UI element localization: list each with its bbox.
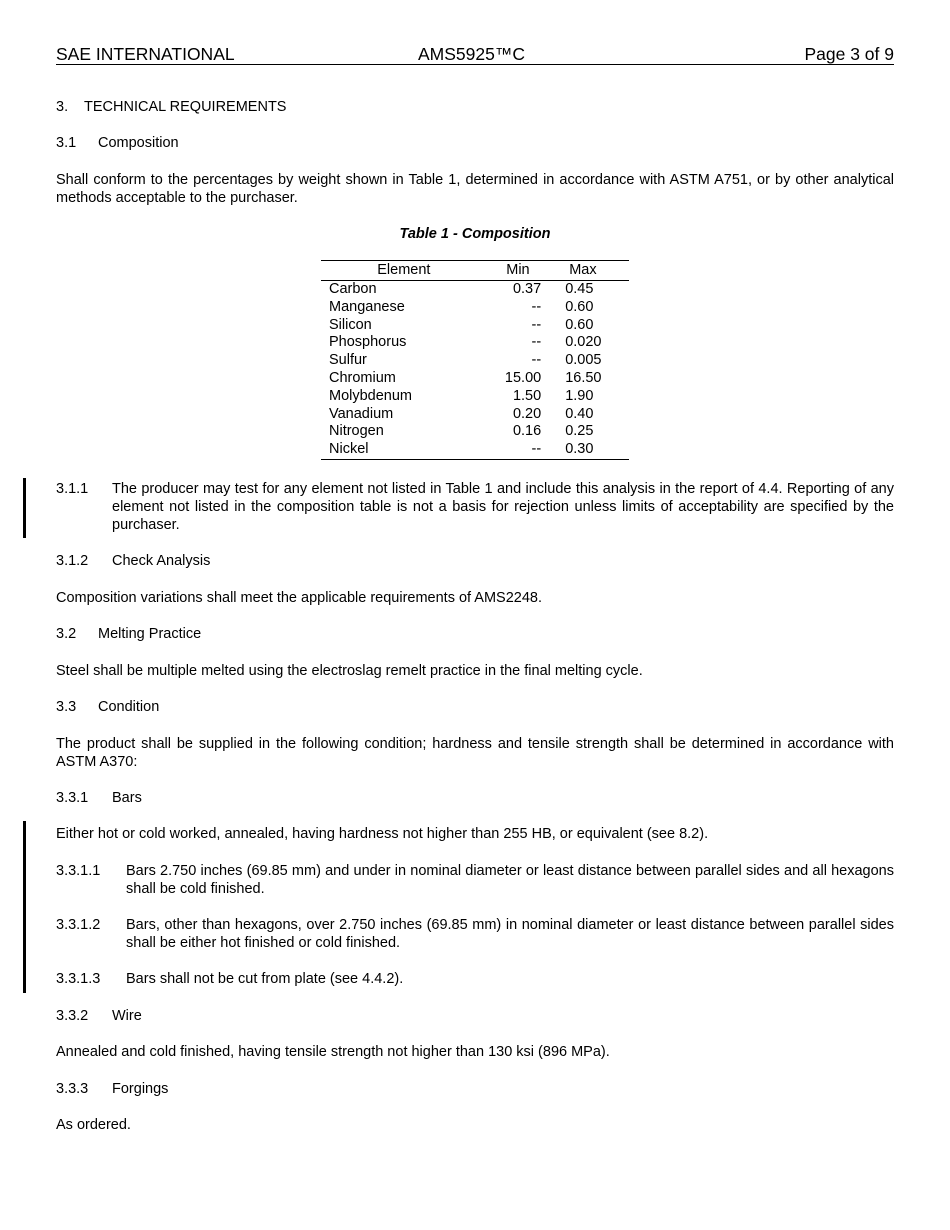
cell-min: 1.50: [512, 387, 542, 404]
revision-change-bar: [23, 821, 26, 993]
section-3-3-2-body: Annealed and cold finished, having tensile strength not higher than 130 ksi (896 MPa).: [56, 1044, 610, 1060]
table-row: [321, 370, 629, 388]
table-row: [321, 334, 629, 352]
section-3-title: TECHNICAL REQUIREMENTS: [84, 99, 287, 115]
section-3-3-1-3: [56, 970, 894, 988]
column-header-min: Min: [506, 262, 530, 278]
cell-min: 0.20: [512, 405, 542, 422]
section-3-3-1-number: 3.3.1: [56, 790, 89, 806]
section-3-2-body: Steel shall be multiple melted using the electroslag remelt practice in the final melting cycle.: [56, 663, 643, 679]
cell-element: Chromium: [329, 369, 396, 386]
section-3-1-1: [56, 480, 894, 534]
cell-max: 0.60: [565, 316, 594, 333]
table-header-row: [321, 261, 629, 281]
cell-max: 0.30: [565, 441, 594, 458]
section-3-3-1-1: [56, 862, 894, 898]
cell-max: 1.90: [565, 387, 594, 404]
cell-element: Phosphorus: [329, 334, 407, 351]
cell-max: 0.005: [565, 352, 602, 369]
section-3-3-2-title: Wire: [112, 1008, 142, 1024]
section-3-1-number: 3.1: [56, 135, 77, 151]
section-3-3-3-body: As ordered.: [56, 1117, 131, 1133]
section-3-1-title: Composition: [98, 135, 179, 151]
section-3-3-1-3-body: Bars shall not be cut from plate (see 4.4.2).: [126, 971, 404, 987]
section-3-1-2-number: 3.1.2: [56, 553, 89, 569]
section-3-1-body: Shall conform to the percentages by weight shown in Table 1, determined in accordance with ASTM A751, or by other analytical methods acceptable to the purchaser.: [56, 172, 894, 206]
cell-element: Vanadium: [329, 405, 394, 422]
section-3-1-2-title: Check Analysis: [112, 553, 211, 569]
cell-max: 0.020: [565, 334, 602, 351]
cell-min: --: [531, 316, 542, 333]
cell-min: --: [531, 441, 542, 458]
revision-change-bar: [23, 478, 26, 538]
cell-max: 0.45: [565, 281, 594, 297]
section-3-3-2-number: 3.3.2: [56, 1008, 89, 1024]
cell-min: 0.16: [512, 423, 542, 440]
cell-element: Silicon: [329, 316, 372, 333]
table-row: [321, 388, 629, 406]
table-row: [321, 317, 629, 335]
section-3-1-2-body: Composition variations shall meet the applicable requirements of AMS2248.: [56, 590, 543, 606]
composition-table: [321, 260, 629, 460]
section-3-3-1-1-body: Bars 2.750 inches (69.85 mm) and under in nominal diameter or least distance between parallel sides and all hexagons shall be cold finished.: [126, 863, 894, 897]
section-3-2-title: Melting Practice: [98, 626, 202, 642]
cell-min: --: [531, 334, 542, 351]
section-3-3-1-body: Either hot or cold worked, annealed, having hardness not higher than 255 HB, or equivalent (see 8.2).: [56, 826, 709, 842]
cell-min: 0.37: [512, 281, 542, 297]
table-row: [321, 352, 629, 370]
cell-max: 0.60: [565, 298, 594, 315]
cell-max: 0.40: [565, 405, 594, 422]
section-3-3-3-title: Forgings: [112, 1081, 169, 1097]
section-3-3-1-2-number: 3.3.1.2: [56, 917, 101, 933]
section-3-1-1-number: 3.1.1: [56, 481, 89, 497]
cell-min: --: [531, 298, 542, 315]
section-3-3-number: 3.3: [56, 699, 77, 715]
column-header-element: Element: [377, 262, 431, 278]
section-3-3-3-number: 3.3.3: [56, 1081, 89, 1097]
header-doc-id: AMS5925™C: [418, 44, 525, 64]
cell-element: Sulfur: [329, 352, 367, 369]
header-page-number: Page 3 of 9: [804, 44, 894, 64]
cell-element: Nitrogen: [329, 423, 384, 440]
section-3-1-1-body: The producer may test for any element not listed in Table 1 and include this analysis in the report of 4.4. Reporting of any element not listed in the composition table is not a basis for rejection unless limits of acceptability are specified by the purchaser.: [112, 481, 894, 533]
cell-element: Molybdenum: [329, 387, 413, 404]
cell-element: Carbon: [329, 281, 377, 297]
section-3-3-1-3-number: 3.3.1.3: [56, 971, 101, 987]
table-row: [321, 406, 629, 424]
table-row: [321, 299, 629, 317]
table-row: [321, 423, 629, 441]
section-3-3-1-2: [56, 916, 894, 952]
section-3-3-body: The product shall be supplied in the following condition; hardness and tensile strength shall be determined in accordance with ASTM A370:: [56, 736, 894, 770]
table-row: [321, 281, 629, 299]
cell-max: 0.25: [565, 423, 594, 440]
page-header: [56, 44, 894, 65]
section-3-2-number: 3.2: [56, 626, 77, 642]
column-header-max: Max: [569, 262, 597, 278]
section-3-3-1-2-body: Bars, other than hexagons, over 2.750 inches (69.85 mm) in nominal diameter or least distance between parallel sides shall be either hot finished or cold finished.: [126, 917, 894, 951]
cell-element: Nickel: [329, 441, 369, 458]
section-3-3-1-1-number: 3.3.1.1: [56, 863, 101, 879]
cell-element: Manganese: [329, 298, 405, 315]
table-row: [321, 441, 629, 459]
header-org: SAE INTERNATIONAL: [56, 44, 235, 64]
cell-min: --: [531, 352, 542, 369]
section-3-3-1-title: Bars: [112, 790, 142, 806]
table-1-caption: Table 1 - Composition: [399, 226, 551, 242]
section-3-number: 3.: [56, 99, 69, 115]
section-3-3-title: Condition: [98, 699, 160, 715]
cell-max: 16.50: [565, 369, 602, 386]
cell-min: 15.00: [504, 369, 542, 386]
